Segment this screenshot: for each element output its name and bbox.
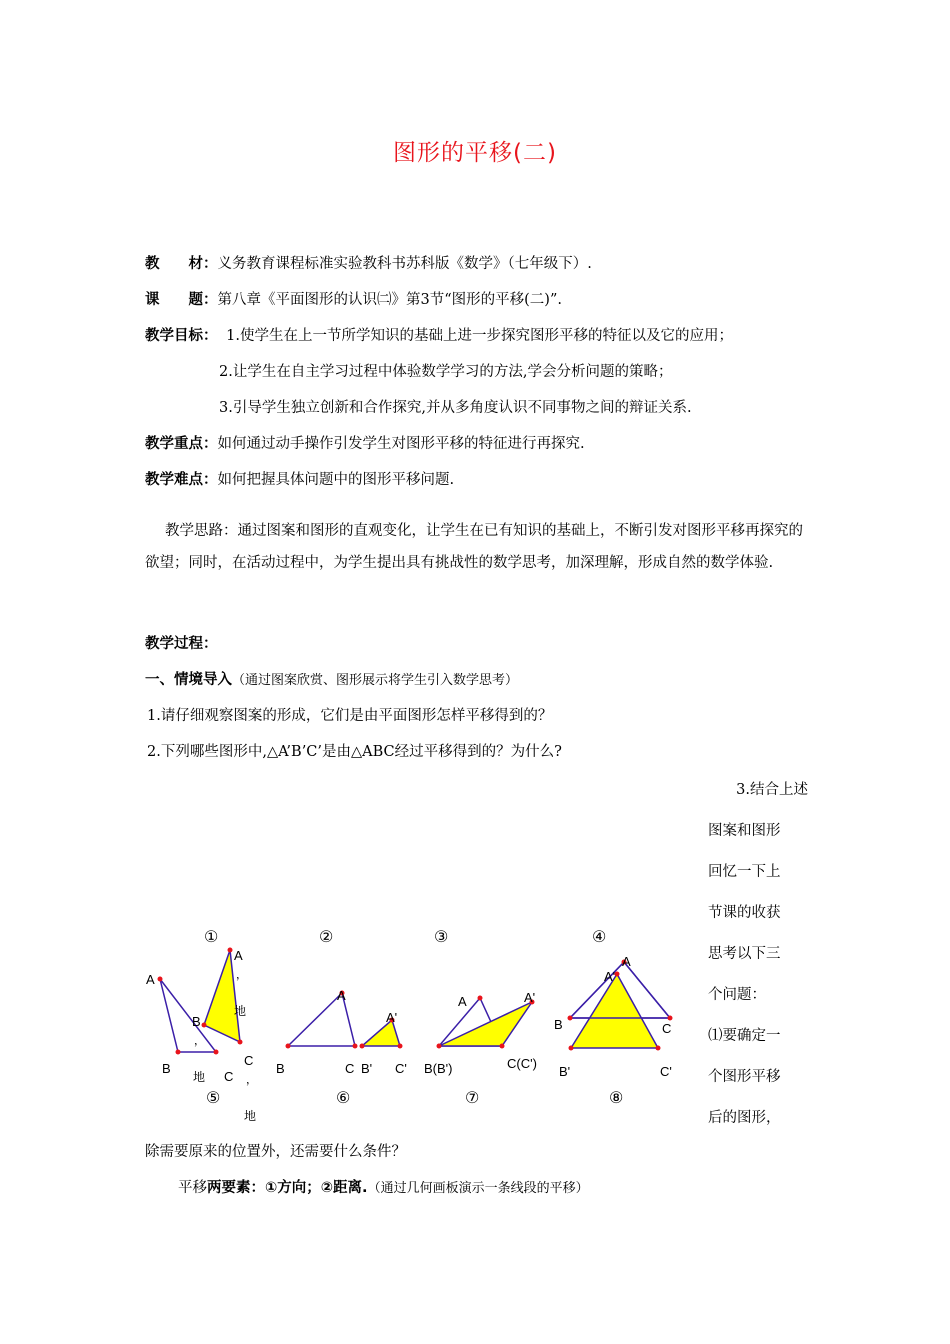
point-label: ， <box>236 969 247 981</box>
point-label: A <box>622 954 631 969</box>
side-line: 思考以下三 <box>708 946 781 962</box>
point-label: C <box>244 1053 254 1068</box>
key-row <box>145 432 585 453</box>
goal-row <box>145 324 733 345</box>
point-label: 地 <box>193 1070 206 1084</box>
point <box>500 1044 505 1049</box>
elements-row <box>178 1176 589 1197</box>
figure-number: ⑦ <box>465 1090 480 1107</box>
point-label: ， <box>246 1074 257 1086</box>
point-label: B(B') <box>424 1061 453 1076</box>
difficulty-row <box>145 468 454 489</box>
section1-note: （通过图案欣赏、图形展示将学生引入数学思考） <box>232 673 519 688</box>
point <box>353 1044 358 1049</box>
elements-prefix: 平移 <box>178 1180 207 1196</box>
point-label: A' <box>386 1010 398 1025</box>
point-label: C <box>224 1069 234 1084</box>
point <box>360 1044 365 1049</box>
key-text: 如何通过动手操作引发学生对图形平移的特征进行再探究. <box>217 436 585 452</box>
point <box>202 1023 207 1028</box>
side-line: ⑴要确定一 <box>708 1028 781 1044</box>
point-label: B <box>276 1061 285 1076</box>
point <box>615 972 620 977</box>
point-label: B <box>162 1061 171 1076</box>
point-label: B <box>192 1014 201 1029</box>
point-label: A <box>337 988 346 1003</box>
point-label: B' <box>559 1064 571 1079</box>
point <box>569 1046 574 1051</box>
side-line: 回忆一下上 <box>708 864 781 880</box>
difficulty-label: 教学难点： <box>145 472 218 488</box>
goal-label: 教学目标： <box>145 328 218 344</box>
figure-number: ② <box>319 929 334 946</box>
point <box>176 1050 181 1055</box>
side-line: 后的图形， <box>708 1110 781 1126</box>
point-label: C <box>345 1061 355 1076</box>
point-label: ， <box>194 1035 205 1047</box>
goal-item: 1.使学生在上一节所学知识的基础上进一步探究图形平移的特征以及它的应用； <box>226 328 733 344</box>
triangle-a1b1c1 <box>571 974 658 1048</box>
point-label: C' <box>395 1061 407 1076</box>
point <box>568 1016 573 1021</box>
figure-number: ③ <box>434 929 449 946</box>
difficulty-text: 如何把握具体问题中的图形平移问题. <box>217 472 455 488</box>
elements-bold: 两要素：①方向；②距离. <box>207 1180 368 1196</box>
point <box>668 1016 673 1021</box>
figure-number: ④ <box>592 929 607 946</box>
point <box>286 1044 291 1049</box>
topic-label: 课 题： <box>145 292 218 308</box>
translation-figures <box>140 920 700 1134</box>
figure-number: ⑥ <box>336 1090 351 1107</box>
point-label: A <box>458 994 467 1009</box>
point-label: C <box>662 1021 672 1036</box>
side-line: 节课的收获 <box>708 905 781 921</box>
material-row <box>145 252 592 273</box>
side-line: 3.结合上述 <box>736 782 808 798</box>
page-title: 图形的平移(二) <box>393 140 557 166</box>
point <box>478 996 483 1001</box>
point-label: 地 <box>244 1109 257 1123</box>
thinking-paragraph: 教学思路：通过图案和图形的直观变化，让学生在已有知识的基础上，不断引发对图形平移再探究的欲望；同时，在活动过程中，为学生提出具有挑战性的数学思考，加深理解，形成自然的数学体验. <box>145 523 803 571</box>
point <box>238 1040 243 1045</box>
goal-item: 2.让学生在自主学习过程中体验数学学习的方法,学会分析问题的策略； <box>219 364 673 380</box>
process-heading: 教学过程： <box>145 636 218 652</box>
point-label: B <box>554 1017 563 1032</box>
side-line: 个图形平移 <box>708 1069 781 1085</box>
key-label: 教学重点： <box>145 436 218 452</box>
continuation-line: 除需要原来的位置外，还需要什么条件？ <box>145 1144 406 1160</box>
point-label: A' <box>524 990 536 1005</box>
point-label: C' <box>660 1064 672 1079</box>
point <box>228 948 233 953</box>
section1-heading: 一、情境导入 <box>145 672 232 688</box>
section1-heading-row <box>145 668 518 689</box>
goal-item: 3.引导学生独立创新和合作探究,并从多角度认识不同事物之间的辩证关系. <box>219 400 692 416</box>
figures-svg <box>140 920 700 1130</box>
triangle-a1b1c1 <box>204 950 240 1042</box>
figure-number: ① <box>204 929 219 946</box>
point-label: A <box>146 972 155 987</box>
side-line: 个问题： <box>708 987 766 1003</box>
material-text: 义务教育课程标准实验教科书苏科版《数学》（七年级下）. <box>217 256 592 272</box>
question-2: 2.下列哪些图形中,△A’B’C’是由△ABC经过平移得到的？为什么? <box>147 744 562 760</box>
point-label: B' <box>361 1061 373 1076</box>
elements-note: （通过几何画板演示一条线段的平移） <box>367 1181 589 1196</box>
point <box>437 1044 442 1049</box>
figure-number: ⑧ <box>609 1090 624 1107</box>
point-label: A <box>234 948 243 963</box>
material-label: 教 材： <box>145 256 218 272</box>
point <box>214 1050 219 1055</box>
topic-text: 第八章《平面图形的认识㈡》第3节“图形的平移(二)”. <box>217 292 562 308</box>
point-label: C(C') <box>507 1056 537 1071</box>
point <box>398 1044 403 1049</box>
point <box>656 1046 661 1051</box>
side-line: 图案和图形 <box>708 823 781 839</box>
side-column <box>708 770 808 1139</box>
question-1: 1.请仔细观察图案的形成，它们是由平面图形怎样平移得到的？ <box>147 708 553 724</box>
figure-number: ⑤ <box>206 1090 221 1107</box>
point-label: A' <box>604 969 616 984</box>
topic-row <box>145 288 562 309</box>
point-label: 地 <box>234 1004 247 1018</box>
point <box>158 977 163 982</box>
